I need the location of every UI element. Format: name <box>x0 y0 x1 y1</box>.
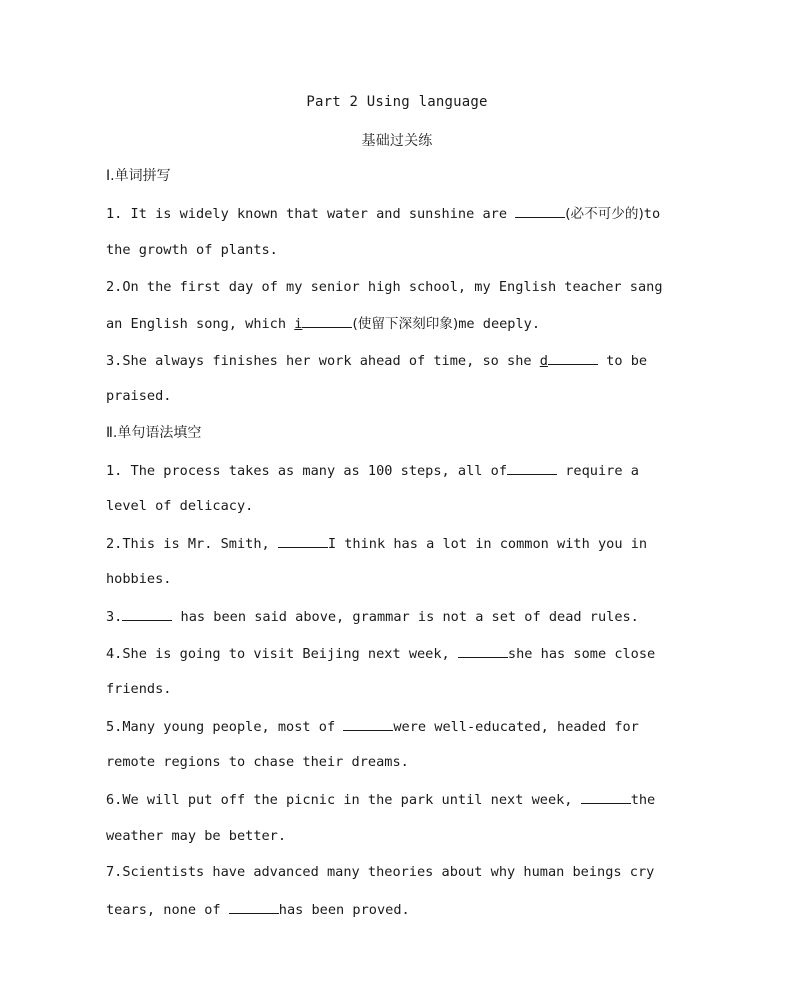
s1-q1-text: 1. It is widely known that water and sunshine are <box>106 206 516 222</box>
s1-q1-hint: (必不可少的) <box>565 206 644 222</box>
s2-q4-blank <box>458 643 508 658</box>
s2-q5-line2: remote regions to chase their dreams. <box>106 754 409 770</box>
s2-q7-blank <box>229 899 279 914</box>
s2-q7-text-c: has been proved. <box>278 902 410 918</box>
s2-q5-text: 5.Many young people, most of <box>106 719 344 735</box>
s2-q1-line1 <box>106 460 639 481</box>
section-heading-grammar: Ⅱ.单句语法填空 <box>106 425 202 441</box>
s2-q1-blank <box>507 460 557 475</box>
s1-q3-letter: d <box>539 353 548 369</box>
s2-q5-blank <box>343 716 393 731</box>
s1-q3-line2: praised. <box>106 388 172 404</box>
s2-q7-line2 <box>106 899 410 920</box>
s1-q2-line1: 2.On the first day of my senior high school, my English teacher sang <box>106 279 663 295</box>
s2-q5-text-b: were well-educated, headed for <box>393 719 639 735</box>
s2-q6-line2: weather may be better. <box>106 828 287 844</box>
s2-q4-line2: friends. <box>106 681 172 697</box>
s2-q3-blank <box>122 606 172 621</box>
s2-q4-text-b: she has some close <box>507 646 656 662</box>
s1-q3-text: 3.She always finishes her work ahead of time, so she <box>106 353 540 369</box>
s2-q3-text-b: has been said above, grammar is not a set of dead rules. <box>172 609 639 625</box>
s2-q5-line1 <box>106 716 639 737</box>
s2-q1-text: 1. The process takes as many as 100 steps, all of <box>106 463 508 479</box>
s2-q3-text: 3. <box>106 609 123 625</box>
s2-q6-text: 6.We will put off the picnic in the park until next week, <box>106 792 581 808</box>
s1-q2-hint: (使留下深刻印象) <box>352 316 459 332</box>
s1-q2-line2 <box>106 313 540 334</box>
s2-q1-text-b: require a <box>557 463 639 479</box>
s2-q7-line1: 7.Scientists have advanced many theories about why human beings cry <box>106 864 655 880</box>
s1-q2-letter: i <box>294 316 303 332</box>
s1-q1-line1 <box>106 203 660 224</box>
s1-q3-text-b: to be <box>597 353 648 369</box>
s1-q3-line1 <box>106 350 647 371</box>
s2-q2-line1 <box>106 533 647 554</box>
s2-q6-blank <box>581 789 631 804</box>
s1-q2-blank <box>302 313 352 328</box>
s2-q1-line2: level of delicacy. <box>106 498 254 514</box>
s2-q4-line1 <box>106 643 655 664</box>
page-title: Part 2 Using language <box>306 94 488 110</box>
s2-q4-text: 4.She is going to visit Beijing next week, <box>106 646 458 662</box>
s2-q2-blank <box>278 533 328 548</box>
section-heading-spelling: Ⅰ.单词拼写 <box>106 168 171 184</box>
s1-q2-text: an English song, which <box>106 316 295 332</box>
s2-q6-text-b: the <box>630 792 656 808</box>
s2-q3-line1 <box>106 606 639 627</box>
page-subtitle: 基础过关练 <box>361 133 433 149</box>
s1-q1-line2: the growth of plants. <box>106 242 278 258</box>
s2-q2-text: 2.This is Mr. Smith, <box>106 536 278 552</box>
s1-q1-blank <box>515 203 565 218</box>
s1-q1-text-b: to <box>643 206 661 222</box>
s2-q7-text: tears, none of <box>106 902 229 918</box>
s1-q2-text-c: me deeply. <box>458 316 541 332</box>
s2-q6-line1 <box>106 789 655 810</box>
s2-q2-text-b: I think has a lot in common with you in <box>327 536 648 552</box>
s1-q3-blank <box>548 350 598 365</box>
s2-q2-line2: hobbies. <box>106 571 172 587</box>
